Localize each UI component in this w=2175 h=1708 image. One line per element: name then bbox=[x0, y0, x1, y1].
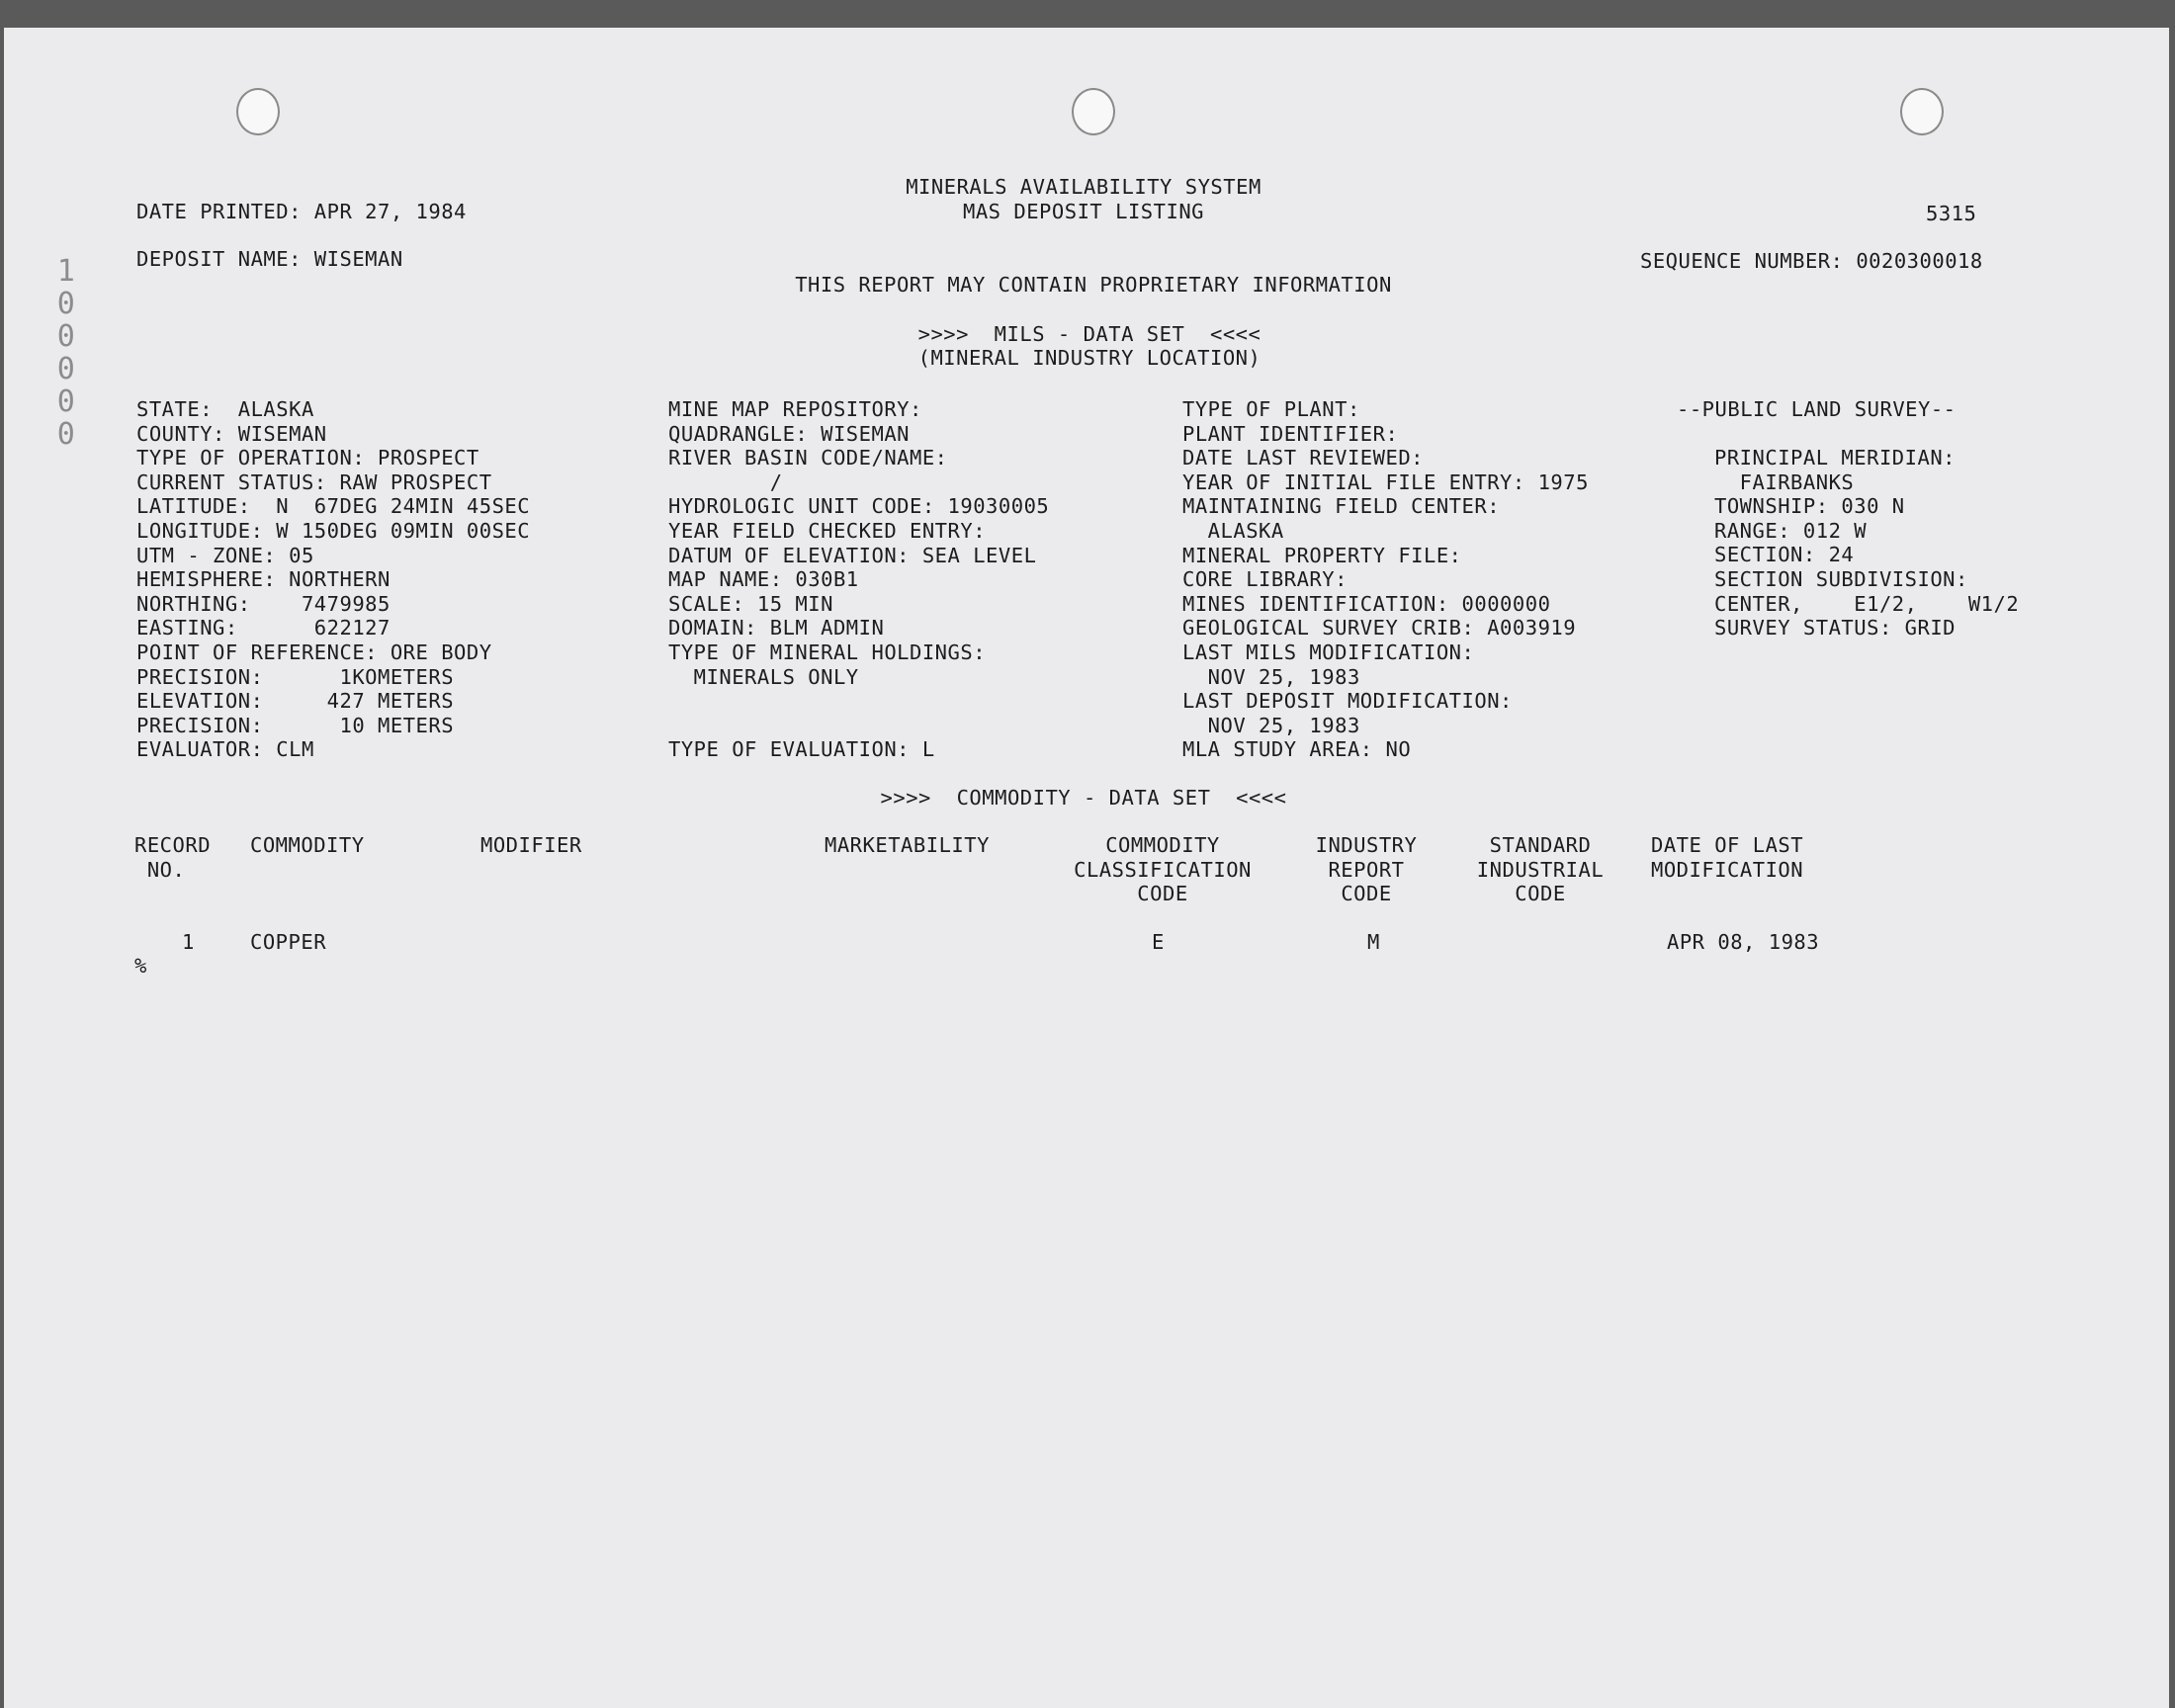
listing-title: MAS DEPOSIT LISTING bbox=[963, 200, 1204, 223]
land-survey-field: PRINCIPAL MERIDIAN: bbox=[1714, 446, 1956, 470]
land-survey-field: RANGE: 012 W bbox=[1714, 518, 1868, 543]
location-field: MINERAL PROPERTY FILE: bbox=[1182, 543, 1462, 567]
location-field: STATE: ALASKA bbox=[136, 397, 314, 421]
location-field: UTM - ZONE: 05 bbox=[136, 543, 314, 567]
land-survey-field: TOWNSHIP: 030 N bbox=[1714, 494, 1905, 519]
header-industry-report-code: INDUSTRY REPORT CODE bbox=[1315, 833, 1418, 906]
location-field: NOV 25, 1983 bbox=[1182, 713, 1360, 737]
location-field: EASTING: 622127 bbox=[136, 616, 391, 640]
date-printed: DATE PRINTED: APR 27, 1984 bbox=[136, 200, 467, 223]
location-field: RIVER BASIN CODE/NAME: bbox=[668, 446, 948, 470]
header-classification-code: COMMODITY CLASSIFICATION CODE bbox=[1074, 833, 1252, 906]
location-field: DATE LAST REVIEWED: bbox=[1182, 446, 1424, 470]
location-field: NORTHING: 7479985 bbox=[136, 591, 391, 616]
location-field: MINE MAP REPOSITORY: bbox=[668, 397, 922, 421]
location-field: DOMAIN: BLM ADMIN bbox=[668, 616, 885, 640]
location-field: / bbox=[668, 470, 783, 494]
punch-hole bbox=[1900, 88, 1944, 135]
location-field: PLANT IDENTIFIER: bbox=[1182, 421, 1399, 446]
location-field: QUADRANGLE: WISEMAN bbox=[668, 421, 910, 446]
mils-section-title: >>>> MILS - DATA SET <<<< bbox=[917, 322, 1262, 346]
location-field: CURRENT STATUS: RAW PROSPECT bbox=[136, 470, 492, 494]
land-survey-field: CENTER, E1/2, W1/2 bbox=[1714, 591, 2020, 616]
page-number: 5315 bbox=[1926, 202, 1977, 225]
location-field: CORE LIBRARY: bbox=[1182, 567, 1348, 592]
proprietary-notice: THIS REPORT MAY CONTAIN PROPRIETARY INFORMATION bbox=[795, 273, 1392, 297]
location-field: MINERALS ONLY bbox=[668, 664, 859, 689]
punch-hole bbox=[1072, 88, 1115, 135]
location-field: MAINTAINING FIELD CENTER: bbox=[1182, 494, 1501, 519]
location-field: NOV 25, 1983 bbox=[1182, 664, 1360, 689]
location-field: MLA STUDY AREA: NO bbox=[1182, 737, 1412, 762]
location-field: PRECISION: 10 METERS bbox=[136, 713, 455, 737]
location-field: LAST MILS MODIFICATION: bbox=[1182, 640, 1475, 664]
header-marketability: MARKETABILITY bbox=[825, 833, 990, 857]
location-field: TYPE OF EVALUATION: L bbox=[668, 737, 935, 762]
location-field: ELEVATION: 427 METERS bbox=[136, 689, 455, 714]
land-survey-field: SECTION SUBDIVISION: bbox=[1714, 567, 1968, 591]
public-land-survey-title: --PUBLIC LAND SURVEY-- bbox=[1677, 397, 1957, 421]
location-field: GEOLOGICAL SURVEY CRIB: A003919 bbox=[1182, 616, 1577, 640]
land-survey-field: SECTION: 24 bbox=[1714, 543, 1855, 567]
row-record-no: 1 bbox=[182, 930, 195, 954]
land-survey-field: FAIRBANKS bbox=[1714, 470, 1855, 494]
header-modifier: MODIFIER bbox=[480, 833, 582, 857]
location-field: HEMISPHERE: NORTHERN bbox=[136, 567, 391, 592]
location-field: YEAR FIELD CHECKED ENTRY: bbox=[668, 519, 987, 543]
location-field: ALASKA bbox=[1182, 519, 1284, 543]
row-industry-report-code: M bbox=[1367, 930, 1380, 954]
header-standard-industrial-code: STANDARD INDUSTRIAL CODE bbox=[1476, 833, 1605, 906]
land-survey-field: SURVEY STATUS: GRID bbox=[1714, 616, 1956, 640]
system-title: MINERALS AVAILABILITY SYSTEM bbox=[906, 175, 1262, 199]
end-of-record-mark: % bbox=[134, 954, 147, 978]
punch-hole bbox=[236, 88, 280, 135]
row-commodity: COPPER bbox=[250, 930, 327, 954]
location-field: PRECISION: 1KOMETERS bbox=[136, 664, 455, 689]
location-field: HYDROLOGIC UNIT CODE: 19030005 bbox=[668, 494, 1050, 519]
commodity-section-title: >>>> COMMODITY - DATA SET <<<< bbox=[880, 786, 1287, 810]
deposit-name: DEPOSIT NAME: WISEMAN bbox=[136, 247, 403, 271]
location-field: EVALUATOR: CLM bbox=[136, 737, 314, 762]
document-page bbox=[4, 28, 2169, 1708]
side-margin-number: 1 0 0 0 0 0 bbox=[56, 254, 76, 452]
location-field: COUNTY: WISEMAN bbox=[136, 421, 327, 446]
sequence-number: SEQUENCE NUMBER: 0020300018 bbox=[1640, 249, 1983, 273]
location-field: YEAR OF INITIAL FILE ENTRY: 1975 bbox=[1182, 470, 1589, 494]
location-field: TYPE OF OPERATION: PROSPECT bbox=[136, 446, 479, 470]
location-field: SCALE: 15 MIN bbox=[668, 591, 833, 616]
header-commodity: COMMODITY bbox=[250, 833, 365, 857]
location-field: LATITUDE: N 67DEG 24MIN 45SEC bbox=[136, 494, 531, 519]
location-field: MAP NAME: 030B1 bbox=[668, 567, 859, 592]
location-field: TYPE OF PLANT: bbox=[1182, 397, 1360, 421]
location-field: DATUM OF ELEVATION: SEA LEVEL bbox=[668, 543, 1037, 567]
location-field: LAST DEPOSIT MODIFICATION: bbox=[1182, 689, 1513, 714]
row-classification-code: E bbox=[1152, 930, 1165, 954]
location-field: LONGITUDE: W 150DEG 09MIN 00SEC bbox=[136, 519, 531, 543]
location-field: POINT OF REFERENCE: ORE BODY bbox=[136, 640, 492, 664]
location-field: MINES IDENTIFICATION: 0000000 bbox=[1182, 591, 1551, 616]
header-record-no: RECORD NO. bbox=[134, 833, 212, 882]
location-field: TYPE OF MINERAL HOLDINGS: bbox=[668, 640, 987, 664]
mils-section-subtitle: (MINERAL INDUSTRY LOCATION) bbox=[917, 346, 1262, 370]
row-date-of-last-modification: APR 08, 1983 bbox=[1667, 930, 1820, 954]
header-date-of-last-modification: DATE OF LAST MODIFICATION bbox=[1651, 833, 1804, 882]
